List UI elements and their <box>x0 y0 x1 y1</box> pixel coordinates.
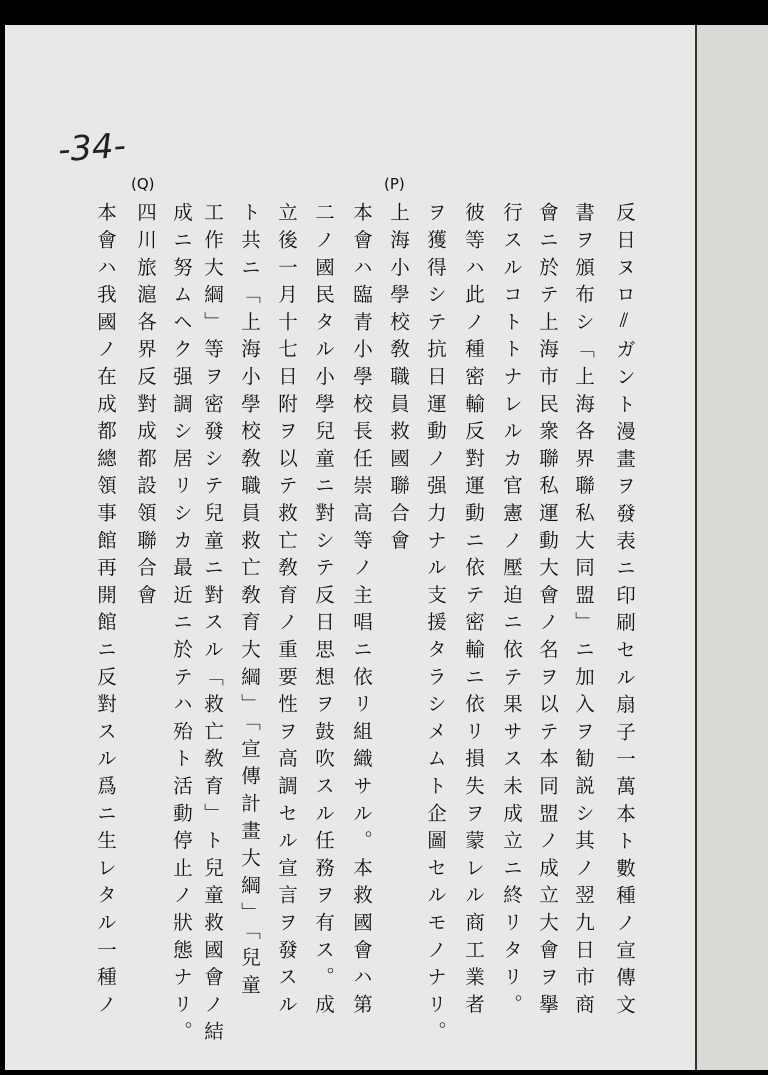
text-column-6: ヲ獲得シテ抗日運動ノ强力ナル支援タラシメムト企圖セルモノナリ。 <box>424 202 447 1049</box>
section-marker-p: (P) <box>384 175 405 193</box>
text-column-2: 書ヲ頒布シ「上海各界聯私大同盟」ニ加入ヲ勧説シ其ノ翌九日市商 <box>572 202 595 1021</box>
text-column-15: 本會ハ我國ノ在成都總領事館再開館ニ反對スル爲ニ生レタル一種ノ <box>94 202 117 1021</box>
text-column-8: 本會ハ臨青小學校長任崇高等ノ主唱ニ依リ組織サル。本救國會ハ第 <box>350 202 373 1021</box>
section-heading-q: 四川旅滬各界反對成都設領聯合會 <box>134 202 157 612</box>
facing-page-edge <box>697 25 768 1070</box>
text-column-1: 反日ヌロ⫽ガント漫畫ヲ發表ニ印刷セル扇子一萬本ト數種ノ宣傳文 <box>613 202 636 1022</box>
text-column-12: 工作大綱」等ヲ密發シテ兒童ニ對スル「救亡敎育」ト兒童救國會ノ結 <box>201 202 224 1049</box>
text-column-4: 行スルコトトナレルカ官憲ノ壓迫ニ依テ果サス未成立ニ終リタリ。 <box>500 202 523 1021</box>
text-column-11: ト共ニ「上海小學校敎職員救亡敎育大綱」「宣傳計畫大綱」「兒童 <box>238 202 261 1002</box>
section-heading-p: 上海小學校敎職員救國聯合會 <box>387 202 410 557</box>
text-column-13: 成ニ努ムヘク强調シ居リシカ最近ニ於テハ殆ト活動停止ノ狀態ナリ。 <box>170 202 193 1049</box>
text-column-9: 二ノ國民タル小學兒童ニ對シテ反日思想ヲ鼓吹スル任務ヲ有ス。成 <box>312 202 335 1021</box>
page-number: -34- <box>56 125 128 171</box>
text-column-3: 會ニ於テ上海市民衆聯私運動大會ノ名ヲ以テ本同盟ノ成立大會ヲ擧 <box>536 202 559 1021</box>
text-column-10: 立後一月十七日附ヲ以テ救亡敎育ノ重要性ヲ高調セル宣言ヲ發スル <box>275 202 298 1021</box>
text-column-5: 彼等ハ此ノ種密輸反對運動ニ依テ密輸ニ依リ損失ヲ蒙レル商工業者 <box>462 202 485 1021</box>
section-marker-q: (Q) <box>131 175 155 193</box>
